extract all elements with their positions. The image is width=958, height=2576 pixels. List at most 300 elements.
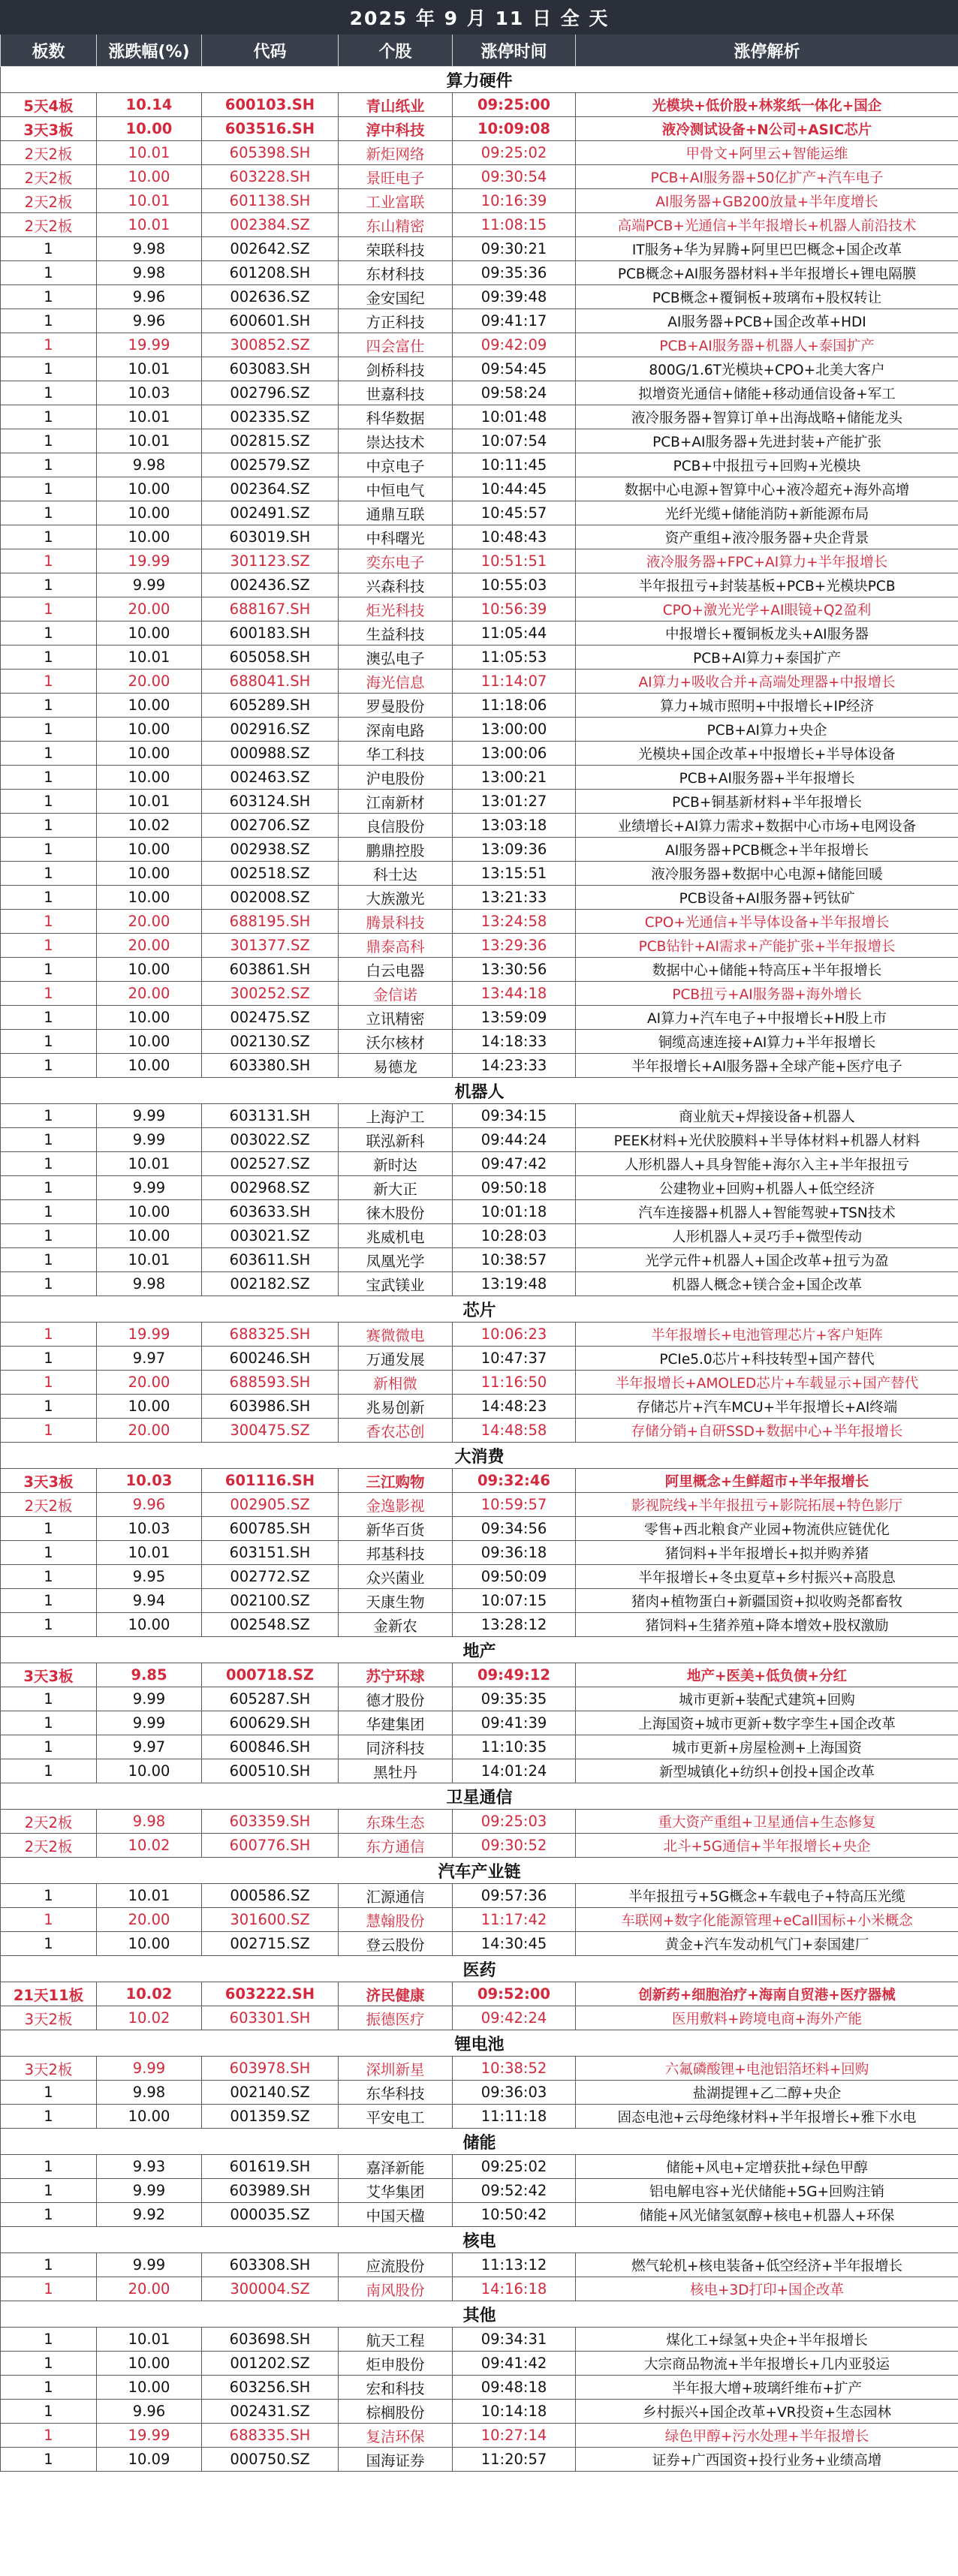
board-count-cell: 1 <box>1 1152 97 1176</box>
change-pct-cell: 10.00 <box>97 1613 202 1637</box>
stock-code-cell: 002463.SZ <box>202 766 339 790</box>
table-row <box>1 694 958 718</box>
board-count-cell: 1 <box>1 1541 97 1565</box>
stock-name-cell: 崇达技术 <box>339 429 453 453</box>
table-row <box>1 1589 958 1613</box>
table-row <box>1 1176 958 1200</box>
limit-time-cell: 11:05:44 <box>453 621 576 646</box>
stock-code-cell: 600246.SH <box>202 1347 339 1371</box>
change-pct-cell: 10.01 <box>97 646 202 670</box>
limit-time-cell: 11:16:50 <box>453 1371 576 1395</box>
limit-time-cell: 09:47:42 <box>453 1152 576 1176</box>
section-title: 卫星通信 <box>1 1783 958 1810</box>
analysis-cell: 黄金+汽车发动机气门+泰国建厂 <box>576 1932 958 1956</box>
board-count-cell: 21天11板 <box>1 1982 97 2006</box>
stock-code-cell: 002938.SZ <box>202 838 339 862</box>
table-row <box>1 2203 958 2227</box>
stock-name-cell: 赛微微电 <box>339 1323 453 1347</box>
table-row <box>1 1541 958 1565</box>
section-title: 其他 <box>1 2301 958 2328</box>
table-row <box>1 309 958 333</box>
stock-name-cell: 中京电子 <box>339 453 453 477</box>
limit-time-cell: 09:25:03 <box>453 1810 576 1834</box>
analysis-cell: PCB+AI算力+泰国扩产 <box>576 646 958 670</box>
stock-code-cell: 603083.SH <box>202 357 339 381</box>
table-row <box>1 1493 958 1517</box>
stock-code-cell: 605289.SH <box>202 694 339 718</box>
board-count-cell: 1 <box>1 357 97 381</box>
stock-name-cell: 邦基科技 <box>339 1541 453 1565</box>
table-row <box>1 1128 958 1152</box>
analysis-cell: 资产重组+液冷服务器+央企背景 <box>576 525 958 549</box>
board-count-cell: 1 <box>1 1884 97 1908</box>
stock-code-cell: 603359.SH <box>202 1810 339 1834</box>
stock-name-cell: 航天工程 <box>339 2328 453 2352</box>
section-header-row <box>1 67 958 93</box>
limit-time-cell: 09:25:02 <box>453 2155 576 2179</box>
stock-code-cell: 600785.SH <box>202 1517 339 1541</box>
section-header-row <box>1 2227 958 2253</box>
limit-time-cell: 09:34:31 <box>453 2328 576 2352</box>
table-row <box>1 117 958 141</box>
board-count-cell: 3天2板 <box>1 2006 97 2030</box>
limit-time-cell: 10:48:43 <box>453 525 576 549</box>
limit-time-cell: 09:41:17 <box>453 309 576 333</box>
change-pct-cell: 10.00 <box>97 165 202 189</box>
stock-code-cell: 002140.SZ <box>202 2081 339 2105</box>
analysis-cell: 铜缆高速连接+AI算力+半年报增长 <box>576 1030 958 1054</box>
change-pct-cell: 10.00 <box>97 1054 202 1078</box>
stock-code-cell: 002475.SZ <box>202 1006 339 1030</box>
stock-code-cell: 603633.SH <box>202 1200 339 1224</box>
stock-code-cell: 600601.SH <box>202 309 339 333</box>
change-pct-cell: 10.01 <box>97 2328 202 2352</box>
limit-time-cell: 09:58:24 <box>453 381 576 405</box>
analysis-cell: PEEK材料+光伏胶膜料+半导体材料+机器人材料 <box>576 1128 958 1152</box>
stock-code-cell: 603228.SH <box>202 165 339 189</box>
analysis-cell: 车联网+数字化能源管理+eCall国标+小米概念 <box>576 1908 958 1932</box>
change-pct-cell: 10.00 <box>97 501 202 525</box>
stock-name-cell: 新时达 <box>339 1152 453 1176</box>
limit-time-cell: 11:11:18 <box>453 2105 576 2129</box>
board-count-cell: 1 <box>1 982 97 1006</box>
limit-time-cell: 11:13:12 <box>453 2253 576 2277</box>
limit-time-cell: 10:55:03 <box>453 573 576 597</box>
stock-code-cell: 603256.SH <box>202 2376 339 2400</box>
stock-code-cell: 603978.SH <box>202 2057 339 2081</box>
limit-time-cell: 13:30:56 <box>453 958 576 982</box>
board-count-cell: 1 <box>1 429 97 453</box>
change-pct-cell: 10.01 <box>97 141 202 165</box>
change-pct-cell: 20.00 <box>97 670 202 694</box>
stock-code-cell: 002715.SZ <box>202 1932 339 1956</box>
limit-time-cell: 09:52:42 <box>453 2179 576 2203</box>
limit-time-cell: 09:36:03 <box>453 2081 576 2105</box>
stock-code-cell: 603301.SH <box>202 2006 339 2030</box>
stock-code-cell: 688593.SH <box>202 1371 339 1395</box>
table-row <box>1 1759 958 1783</box>
analysis-cell: 大宗商品物流+半年报增长+几内亚驳运 <box>576 2352 958 2376</box>
change-pct-cell: 10.02 <box>97 2006 202 2030</box>
limit-time-cell: 09:42:24 <box>453 2006 576 2030</box>
change-pct-cell: 9.98 <box>97 237 202 261</box>
stock-code-cell: 002968.SZ <box>202 1176 339 1200</box>
analysis-cell: 半年报增长+AI服务器+全球产能+医疗电子 <box>576 1054 958 1078</box>
limit-time-cell: 09:35:36 <box>453 261 576 285</box>
limit-time-cell: 10:38:57 <box>453 1248 576 1272</box>
table-row <box>1 261 958 285</box>
analysis-cell: PCB+AI服务器+机器人+泰国扩产 <box>576 333 958 357</box>
stock-code-cell: 601208.SH <box>202 261 339 285</box>
header-limit-time: 涨停时间 <box>453 35 576 67</box>
board-count-cell: 1 <box>1 1589 97 1613</box>
change-pct-cell: 9.99 <box>97 2057 202 2081</box>
change-pct-cell: 10.00 <box>97 1030 202 1054</box>
stock-name-cell: 澳弘电子 <box>339 646 453 670</box>
stock-name-cell: 鼎泰高科 <box>339 934 453 958</box>
limit-time-cell: 10:01:18 <box>453 1200 576 1224</box>
stock-code-cell: 002642.SZ <box>202 237 339 261</box>
limit-time-cell: 10:38:52 <box>453 2057 576 2081</box>
board-count-cell: 2天2板 <box>1 213 97 237</box>
stock-name-cell: 慧翰股份 <box>339 1908 453 1932</box>
change-pct-cell: 9.98 <box>97 1810 202 1834</box>
section-title: 医药 <box>1 1956 958 1982</box>
stock-name-cell: 宝武镁业 <box>339 1272 453 1296</box>
stock-name-cell: 江南新材 <box>339 790 453 814</box>
change-pct-cell: 20.00 <box>97 1908 202 1932</box>
analysis-cell: 乡村振兴+国企改革+VR投资+生态园林 <box>576 2400 958 2424</box>
analysis-cell: 创新药+细胞治疗+海南自贸港+医疗器械 <box>576 1982 958 2006</box>
board-count-cell: 1 <box>1 742 97 766</box>
limit-time-cell: 10:28:03 <box>453 1224 576 1248</box>
stock-name-cell: 工业富联 <box>339 189 453 213</box>
table-row <box>1 213 958 237</box>
stock-code-cell: 600629.SH <box>202 1711 339 1735</box>
section-title: 大消费 <box>1 1443 958 1469</box>
analysis-cell: PCB概念+AI服务器材料+半年报增长+锂电隔膜 <box>576 261 958 285</box>
stock-name-cell: 东方通信 <box>339 1834 453 1858</box>
stock-name-cell: 金逸影视 <box>339 1493 453 1517</box>
section-header-row <box>1 1956 958 1982</box>
limit-time-cell: 11:14:07 <box>453 670 576 694</box>
stock-code-cell: 603131.SH <box>202 1104 339 1128</box>
change-pct-cell: 10.00 <box>97 886 202 910</box>
change-pct-cell: 10.14 <box>97 93 202 117</box>
stock-name-cell: 南风股份 <box>339 2277 453 2301</box>
board-count-cell: 1 <box>1 2179 97 2203</box>
change-pct-cell: 10.00 <box>97 958 202 982</box>
analysis-cell: 上海国资+城市更新+数字孪生+国企改革 <box>576 1711 958 1735</box>
stock-code-cell: 603380.SH <box>202 1054 339 1078</box>
analysis-cell: AI服务器+PCB概念+半年报增长 <box>576 838 958 862</box>
board-count-cell: 2天2板 <box>1 141 97 165</box>
table-row <box>1 2448 958 2472</box>
change-pct-cell: 20.00 <box>97 597 202 621</box>
stock-name-cell: 上海沪工 <box>339 1104 453 1128</box>
board-count-cell: 1 <box>1 333 97 357</box>
limit-time-cell: 14:23:33 <box>453 1054 576 1078</box>
analysis-cell: 阿里概念+生鲜超市+半年报增长 <box>576 1469 958 1493</box>
limit-time-cell: 11:20:57 <box>453 2448 576 2472</box>
change-pct-cell: 10.00 <box>97 1759 202 1783</box>
stock-code-cell: 003021.SZ <box>202 1224 339 1248</box>
board-count-cell: 1 <box>1 1248 97 1272</box>
board-count-cell: 1 <box>1 1565 97 1589</box>
limit-time-cell: 09:50:09 <box>453 1565 576 1589</box>
limit-time-cell: 10:14:18 <box>453 2400 576 2424</box>
table-row <box>1 1932 958 1956</box>
stock-code-cell: 601138.SH <box>202 189 339 213</box>
analysis-cell: IT服务+华为昇腾+阿里巴巴概念+国企改革 <box>576 237 958 261</box>
analysis-cell: 半年报增长+冬虫夏草+乡村振兴+高股息 <box>576 1565 958 1589</box>
change-pct-cell: 9.97 <box>97 1735 202 1759</box>
stock-name-cell: 炬申股份 <box>339 2352 453 2376</box>
stock-name-cell: 宏和科技 <box>339 2376 453 2400</box>
limit-time-cell: 13:59:09 <box>453 1006 576 1030</box>
table-row <box>1 1030 958 1054</box>
change-pct-cell: 10.00 <box>97 2105 202 2129</box>
table-row <box>1 1687 958 1711</box>
stock-code-cell: 603019.SH <box>202 525 339 549</box>
stock-name-cell: 国海证券 <box>339 2448 453 2472</box>
board-count-cell: 1 <box>1 886 97 910</box>
change-pct-cell: 10.00 <box>97 742 202 766</box>
board-count-cell: 1 <box>1 1128 97 1152</box>
board-count-cell: 5天4板 <box>1 93 97 117</box>
board-count-cell: 1 <box>1 1176 97 1200</box>
stock-name-cell: 万通发展 <box>339 1347 453 1371</box>
stock-name-cell: 中恒电气 <box>339 477 453 501</box>
table-row <box>1 838 958 862</box>
limit-time-cell: 10:07:54 <box>453 429 576 453</box>
analysis-cell: 储能+风光储氢氨醇+核电+机器人+环保 <box>576 2203 958 2227</box>
stock-name-cell: 华工科技 <box>339 742 453 766</box>
stock-name-cell: 青山纸业 <box>339 93 453 117</box>
limit-time-cell: 10:51:51 <box>453 549 576 573</box>
board-count-cell: 1 <box>1 1200 97 1224</box>
limit-time-cell: 09:34:56 <box>453 1517 576 1541</box>
table-body <box>1 67 958 2472</box>
limit-time-cell: 13:00:06 <box>453 742 576 766</box>
table-row <box>1 1884 958 1908</box>
header-change-pct: 涨跌幅(%) <box>97 35 202 67</box>
stock-name-cell: 方正科技 <box>339 309 453 333</box>
table-row <box>1 165 958 189</box>
table-row <box>1 2057 958 2081</box>
stock-code-cell: 600776.SH <box>202 1834 339 1858</box>
stock-name-cell: 世嘉科技 <box>339 381 453 405</box>
stock-name-cell: 新炬网络 <box>339 141 453 165</box>
limit-time-cell: 09:41:42 <box>453 2352 576 2376</box>
limit-time-cell: 13:00:21 <box>453 766 576 790</box>
title-row <box>1 1 958 35</box>
table-row <box>1 453 958 477</box>
board-count-cell: 1 <box>1 2105 97 2129</box>
stock-code-cell: 603698.SH <box>202 2328 339 2352</box>
limit-time-cell: 10:09:08 <box>453 117 576 141</box>
stock-code-cell: 601116.SH <box>202 1469 339 1493</box>
stock-code-cell: 601619.SH <box>202 2155 339 2179</box>
table-row <box>1 1248 958 1272</box>
table-row <box>1 285 958 309</box>
board-count-cell: 1 <box>1 2203 97 2227</box>
stock-code-cell: 002905.SZ <box>202 1493 339 1517</box>
table-row <box>1 573 958 597</box>
table-row <box>1 1006 958 1030</box>
limit-time-cell: 09:30:54 <box>453 165 576 189</box>
limit-time-cell: 13:03:18 <box>453 814 576 838</box>
limit-time-cell: 14:18:33 <box>453 1030 576 1054</box>
stock-code-cell: 002335.SZ <box>202 405 339 429</box>
board-count-cell: 1 <box>1 934 97 958</box>
board-count-cell: 2天2板 <box>1 1810 97 1834</box>
change-pct-cell: 10.02 <box>97 814 202 838</box>
table-row <box>1 477 958 501</box>
stock-name-cell: 深圳新星 <box>339 2057 453 2081</box>
table-row <box>1 549 958 573</box>
change-pct-cell: 10.01 <box>97 1884 202 1908</box>
stock-code-cell: 002384.SZ <box>202 213 339 237</box>
change-pct-cell: 10.02 <box>97 1982 202 2006</box>
board-count-cell: 1 <box>1 381 97 405</box>
limit-time-cell: 11:17:42 <box>453 1908 576 1932</box>
stock-code-cell: 300852.SZ <box>202 333 339 357</box>
analysis-cell: 半年报增长+AMOLED芯片+车载显示+国产替代 <box>576 1371 958 1395</box>
change-pct-cell: 10.03 <box>97 1469 202 1493</box>
stock-code-cell: 002527.SZ <box>202 1152 339 1176</box>
board-count-cell: 1 <box>1 1687 97 1711</box>
board-count-cell: 1 <box>1 2081 97 2105</box>
table-row <box>1 2179 958 2203</box>
analysis-cell: 半年报扭亏+5G概念+车载电子+特高压光缆 <box>576 1884 958 1908</box>
change-pct-cell: 9.96 <box>97 309 202 333</box>
table-row <box>1 141 958 165</box>
analysis-cell: PCB钻针+AI需求+产能扩张+半年报增长 <box>576 934 958 958</box>
table-row <box>1 2328 958 2352</box>
report-title: 2025 年 9 月 11 日 全 天 <box>1 1 958 35</box>
board-count-cell: 1 <box>1 1054 97 1078</box>
analysis-cell: 半年报增长+电池管理芯片+客户矩阵 <box>576 1323 958 1347</box>
stock-name-cell: 汇源通信 <box>339 1884 453 1908</box>
stock-code-cell: 301123.SZ <box>202 549 339 573</box>
stock-name-cell: 通鼎互联 <box>339 501 453 525</box>
board-count-cell: 1 <box>1 1395 97 1419</box>
table-row <box>1 1371 958 1395</box>
stock-name-cell: 东山精密 <box>339 213 453 237</box>
limit-time-cell: 10:50:42 <box>453 2203 576 2227</box>
stock-code-cell: 603986.SH <box>202 1395 339 1419</box>
stock-name-cell: 联泓新科 <box>339 1128 453 1152</box>
change-pct-cell: 10.09 <box>97 2448 202 2472</box>
stock-name-cell: 德才股份 <box>339 1687 453 1711</box>
analysis-cell: 数据中心+储能+特高压+半年报增长 <box>576 958 958 982</box>
table-row <box>1 1419 958 1443</box>
stock-name-cell: 淳中科技 <box>339 117 453 141</box>
section-header-row <box>1 1858 958 1884</box>
limit-time-cell: 10:44:45 <box>453 477 576 501</box>
change-pct-cell: 9.97 <box>97 1347 202 1371</box>
limit-time-cell: 13:24:58 <box>453 910 576 934</box>
limit-time-cell: 09:30:21 <box>453 237 576 261</box>
analysis-cell: 储能+风电+定增获批+绿色甲醇 <box>576 2155 958 2179</box>
limit-time-cell: 09:30:52 <box>453 1834 576 1858</box>
change-pct-cell: 9.99 <box>97 1128 202 1152</box>
stock-code-cell: 300252.SZ <box>202 982 339 1006</box>
stock-name-cell: 科士达 <box>339 862 453 886</box>
board-count-cell: 1 <box>1 1323 97 1347</box>
analysis-cell: 重大资产重组+卫星通信+生态修复 <box>576 1810 958 1834</box>
table-row <box>1 718 958 742</box>
table-row <box>1 2006 958 2030</box>
table-row <box>1 1735 958 1759</box>
table-row <box>1 742 958 766</box>
board-count-cell: 1 <box>1 958 97 982</box>
stock-code-cell: 002364.SZ <box>202 477 339 501</box>
stock-code-cell: 002431.SZ <box>202 2400 339 2424</box>
board-count-cell: 2天2板 <box>1 189 97 213</box>
limit-time-cell: 10:16:39 <box>453 189 576 213</box>
change-pct-cell: 10.00 <box>97 1932 202 1956</box>
analysis-cell: 猪肉+植物蛋白+新疆国资+拟收购尧都畜牧 <box>576 1589 958 1613</box>
analysis-cell: 固态电池+云母绝缘材料+半年报增长+雅下水电 <box>576 2105 958 2129</box>
change-pct-cell: 20.00 <box>97 1419 202 1443</box>
stock-name-cell: 金安国纪 <box>339 285 453 309</box>
stock-code-cell: 002518.SZ <box>202 862 339 886</box>
change-pct-cell: 10.00 <box>97 2352 202 2376</box>
limit-time-cell: 09:34:15 <box>453 1104 576 1128</box>
table-row <box>1 934 958 958</box>
limit-time-cell: 09:35:35 <box>453 1687 576 1711</box>
limit-time-cell: 09:25:00 <box>453 93 576 117</box>
stock-name-cell: 香农芯创 <box>339 1419 453 1443</box>
change-pct-cell: 10.01 <box>97 429 202 453</box>
table-row <box>1 2081 958 2105</box>
board-count-cell: 1 <box>1 1613 97 1637</box>
table-row <box>1 646 958 670</box>
change-pct-cell: 9.99 <box>97 1176 202 1200</box>
board-count-cell: 1 <box>1 2352 97 2376</box>
board-count-cell: 1 <box>1 790 97 814</box>
table-row <box>1 1517 958 1541</box>
limit-time-cell: 14:48:58 <box>453 1419 576 1443</box>
change-pct-cell: 19.99 <box>97 1323 202 1347</box>
change-pct-cell: 10.02 <box>97 1834 202 1858</box>
stock-name-cell: 兆易创新 <box>339 1395 453 1419</box>
stock-code-cell: 603861.SH <box>202 958 339 982</box>
table-row <box>1 670 958 694</box>
limit-time-cell: 11:10:35 <box>453 1735 576 1759</box>
stock-code-cell: 002916.SZ <box>202 718 339 742</box>
board-count-cell: 1 <box>1 2424 97 2448</box>
board-count-cell: 2天2板 <box>1 1493 97 1517</box>
change-pct-cell: 9.99 <box>97 573 202 597</box>
limit-time-cell: 10:01:48 <box>453 405 576 429</box>
analysis-cell: 公建物业+回购+机器人+低空经济 <box>576 1176 958 1200</box>
stock-name-cell: 中国天楹 <box>339 2203 453 2227</box>
analysis-cell: CPO+光通信+半导体设备+半年报增长 <box>576 910 958 934</box>
table-row <box>1 1054 958 1078</box>
stock-name-cell: 奕东电子 <box>339 549 453 573</box>
analysis-cell: 地产+医美+低负债+分红 <box>576 1663 958 1687</box>
stock-name-cell: 应流股份 <box>339 2253 453 2277</box>
board-count-cell: 1 <box>1 766 97 790</box>
limit-time-cell: 10:06:23 <box>453 1323 576 1347</box>
table-row <box>1 766 958 790</box>
table-row <box>1 1663 958 1687</box>
change-pct-cell: 10.01 <box>97 357 202 381</box>
analysis-cell: PCB+铜基新材料+半年报增长 <box>576 790 958 814</box>
